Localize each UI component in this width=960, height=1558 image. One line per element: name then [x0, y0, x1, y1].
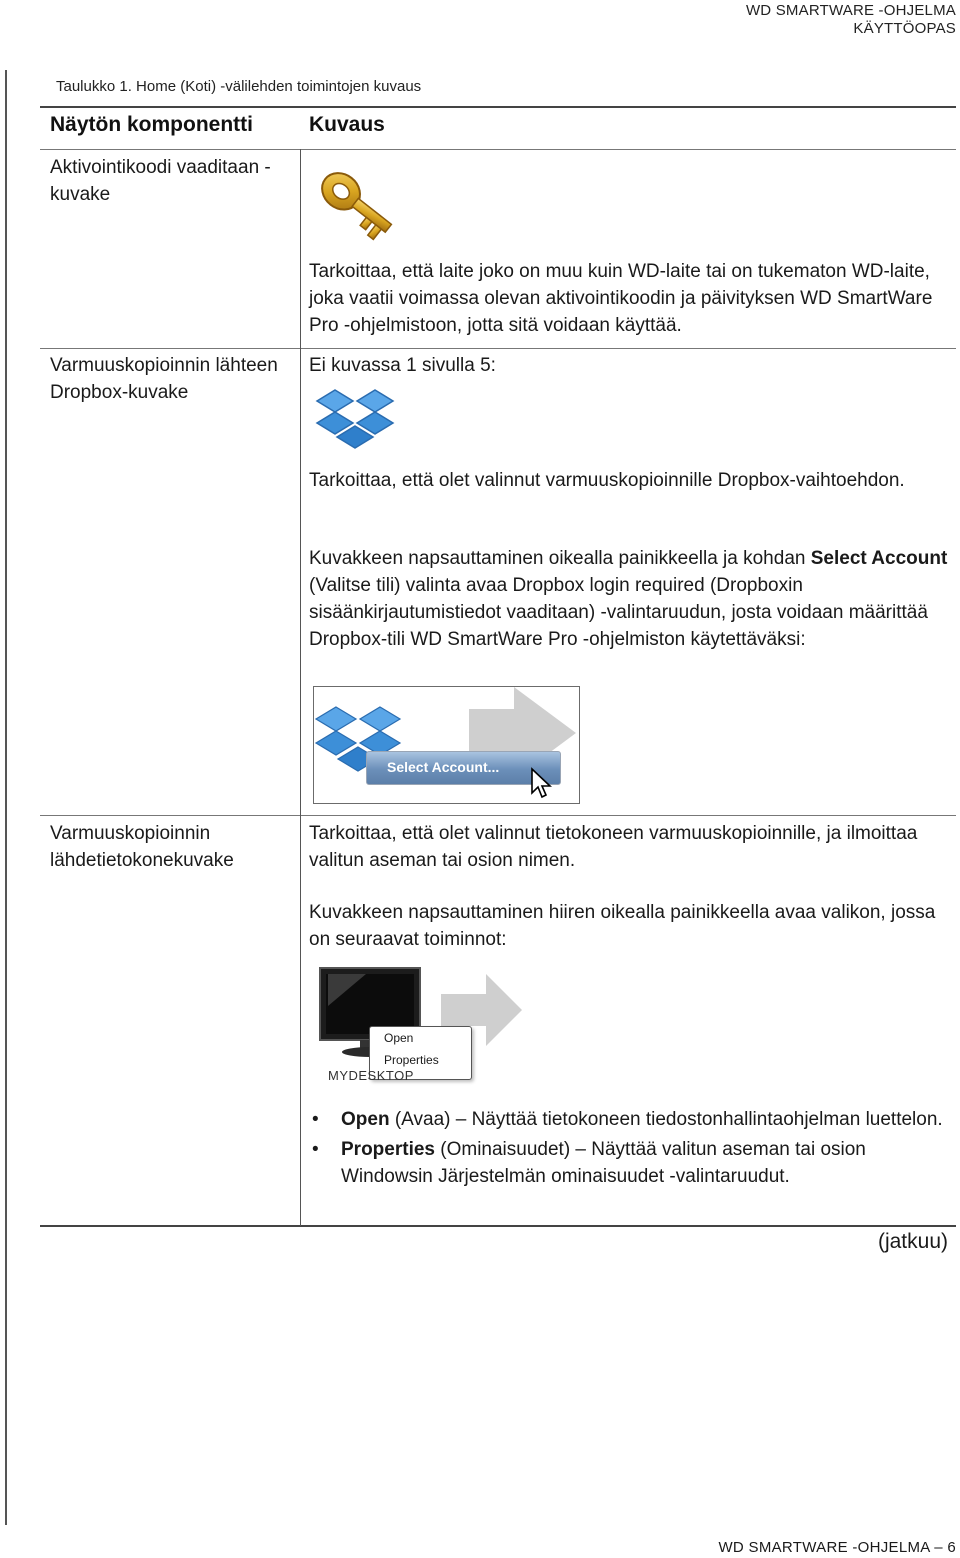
- mouse-pointer-icon: [530, 767, 552, 799]
- running-header: [746, 2, 956, 38]
- bullet-text: (Ominaisuudet) – Näyttää valitun aseman tai osion Windowsin Järjestelmän ominaisuudet -valintaruudut.: [341, 1139, 866, 1187]
- header-line-2: KÄYTTÖOPAS: [853, 20, 956, 37]
- list-item: [309, 1106, 954, 1133]
- row2-p2-start: Kuvakkeen napsauttaminen oikealla painikkeella ja kohdan: [309, 548, 811, 569]
- row2-intro: Ei kuvassa 1 sivulla 5:: [309, 355, 496, 376]
- column-divider: [300, 149, 301, 1226]
- row2-description: Tarkoittaa, että olet valinnut varmuuskopioinnille Dropbox-vaihtoehdon.: [309, 470, 905, 491]
- key-icon: [306, 162, 402, 246]
- table-caption: Taulukko 1. Home (Koti) -välilehden toimintojen kuvaus: [56, 78, 422, 95]
- row2-p2-end: (Valitse tili) valinta avaa Dropbox login required (Dropboxin sisäänkirjautumistiedot vaaditaan) -valintaruudun, josta voidaan määrittää Dropbox-tili WD SmartWare Pro -ohjelmiston käytettäväksi:: [309, 575, 928, 650]
- row2-bottom-rule: [40, 815, 956, 816]
- feature-list: [309, 1106, 954, 1193]
- table-top-rule: [40, 106, 956, 108]
- page-footer: WD SMARTWARE -OHJELMA – 6: [718, 1539, 956, 1556]
- dropbox-select-account-screenshot: [313, 686, 580, 804]
- row1-bottom-rule: [40, 348, 956, 349]
- row2-p2-bold: Select Account: [810, 548, 948, 569]
- bullet-icon: •: [312, 1139, 319, 1160]
- bullet-text: (Avaa) – Näyttää tietokoneen tiedostonhallintaohjelman luettelon.: [389, 1109, 943, 1130]
- context-menu-properties[interactable]: Properties: [384, 1053, 439, 1067]
- left-margin-rule: [5, 70, 7, 1525]
- header-line-1: WD SMARTWARE -OHJELMA: [745, 2, 956, 19]
- row1-description: Tarkoittaa, että laite joko on muu kuin WD-laite tai on tukematon WD-laite, joka vaatii voimassa olevan aktivointikoodin ja päivityksen WD SmartWare Pro -ohjelmistoon, jotta sitä voidaan käyttää.: [309, 261, 933, 336]
- bullet-term: Properties: [341, 1139, 435, 1160]
- computer-label: MYDESKTOP: [328, 1068, 414, 1083]
- table-bottom-rule: [40, 1225, 956, 1227]
- continued-label: (jatkuu): [877, 1230, 948, 1253]
- column-header-component: Näytön komponentti: [50, 113, 253, 136]
- select-account-button[interactable]: Select Account...: [366, 751, 561, 785]
- row2-paragraph-2: [309, 545, 954, 653]
- header-bottom-rule: [40, 149, 956, 150]
- row3-description: Tarkoittaa, että olet valinnut tietokoneen varmuuskopioinnille, ja ilmoittaa valitun aseman tai osion nimen.: [309, 823, 918, 871]
- bullet-icon: •: [312, 1109, 319, 1130]
- column-header-description: Kuvaus: [309, 113, 385, 136]
- row3-name: Varmuuskopioinnin lähdetietokonekuvake: [50, 823, 234, 871]
- dropbox-icon: [313, 388, 397, 454]
- context-menu-open[interactable]: Open: [384, 1031, 414, 1045]
- bullet-term: Open: [341, 1109, 390, 1130]
- row3-paragraph-2: Kuvakkeen napsauttaminen hiiren oikealla painikkeella avaa valikon, jossa on seuraavat toiminnot:: [309, 902, 936, 950]
- row1-name: Aktivointikoodi vaaditaan -kuvake: [50, 157, 271, 205]
- list-item: [309, 1136, 954, 1190]
- row2-name: Varmuuskopioinnin lähteen Dropbox-kuvake: [50, 355, 278, 403]
